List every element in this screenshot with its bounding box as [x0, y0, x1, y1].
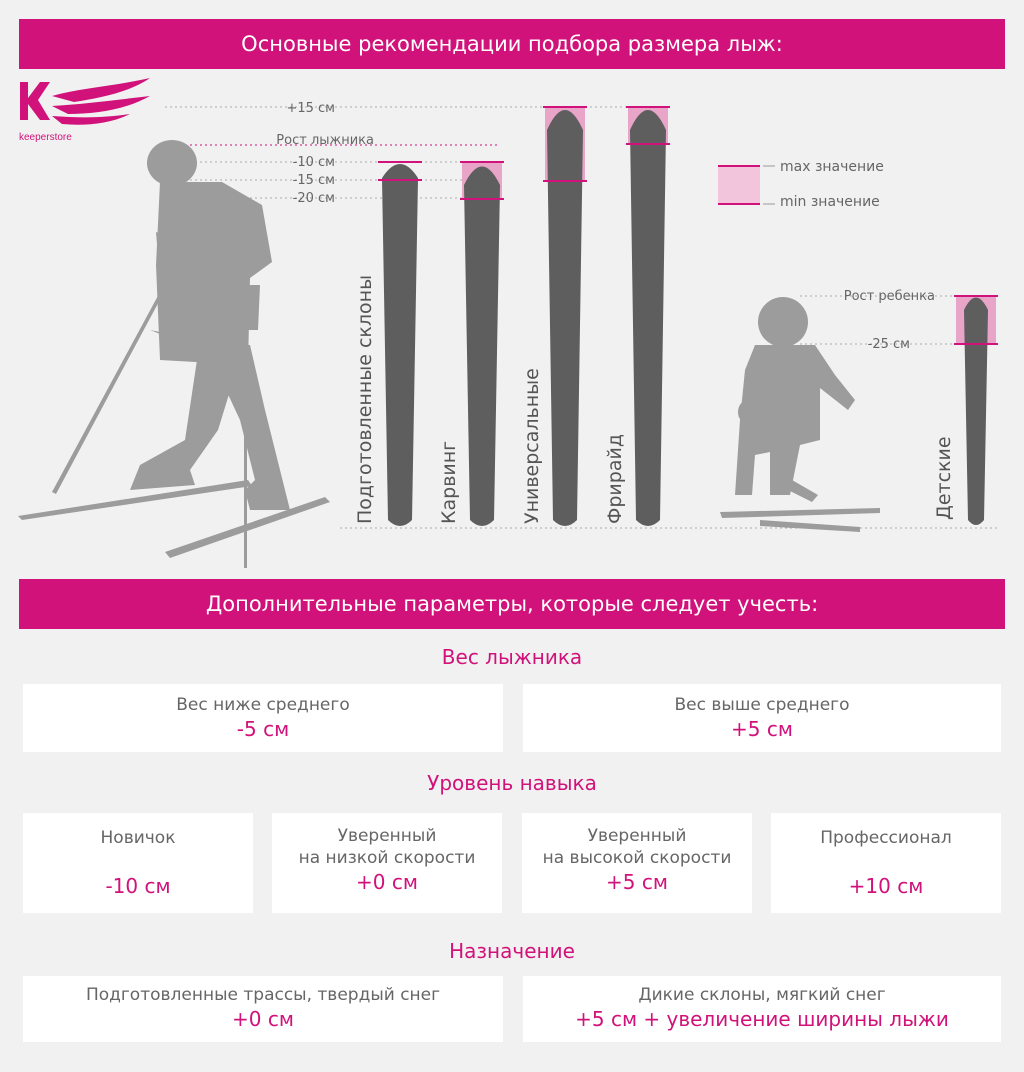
skill-section-title: Уровень навыка — [427, 771, 597, 795]
params-banner — [19, 579, 1005, 629]
skill-low-speed-value: +0 см — [356, 870, 418, 894]
ski-carving — [464, 167, 500, 527]
legend-range-swatch — [718, 166, 760, 204]
legend-min-label: min значение — [780, 194, 880, 210]
level-label-minus20: -20 см — [292, 191, 335, 206]
skill-high-speed-card — [522, 813, 752, 913]
skill-beginner-sub — [23, 849, 253, 871]
skill-high-speed-sub: на высокой скорости — [542, 848, 732, 868]
keeperstore-logo — [19, 78, 150, 143]
ski-label-freeride: Фрирайд — [604, 434, 626, 524]
weight-above-card — [523, 684, 1001, 752]
weight-section-title: Вес лыжника — [441, 645, 583, 669]
params-title: Дополнительные параметры, которые следует учесть: — [205, 592, 819, 616]
skill-beginner-value: -10 см — [105, 874, 171, 898]
skill-high-speed-value: +5 см — [606, 870, 668, 894]
page-title: Основные рекомендации подбора размера лыж: — [241, 32, 783, 56]
purpose-groomed-label: Подготовленные трассы, твердый снег — [85, 985, 441, 1005]
weight-below-value: -5 см — [236, 717, 290, 741]
level-label-minus15: -15 см — [292, 173, 335, 188]
ski-freeride — [630, 110, 666, 526]
purpose-section-title: Назначение — [449, 939, 575, 963]
ski-label-universal: Универсальные — [521, 368, 543, 524]
skill-low-speed-sub: на низкой скорости — [298, 848, 476, 868]
purpose-wild-value: +5 см + увеличение ширины лыжи — [575, 1007, 949, 1031]
skill-beginner-card — [23, 813, 253, 913]
ski-universal — [547, 110, 583, 526]
purpose-wild-label: Дикие склоны, мягкий снег — [638, 985, 886, 1005]
skill-pro-value: +10 см — [848, 874, 924, 898]
purpose-groomed-value: +0 см — [232, 1007, 294, 1031]
weight-below-label: Вес ниже среднего — [176, 695, 350, 715]
child-skier-silhouette — [720, 297, 880, 532]
ski-label-carving: Карвинг — [438, 440, 460, 524]
ski-kids — [964, 298, 988, 526]
ski-label-kids: Детские — [933, 436, 955, 520]
purpose-groomed-card — [23, 976, 503, 1042]
logo-text: keeperstore — [19, 132, 72, 143]
weight-below-card — [23, 684, 503, 752]
legend-max-label: max значение — [780, 159, 884, 175]
skis — [382, 107, 996, 526]
skill-beginner-label: Новичок — [100, 828, 176, 848]
weight-above-label: Вес выше среднего — [674, 695, 850, 715]
level-label-plus15: +15 см — [286, 101, 335, 116]
page-title-banner — [19, 19, 1005, 69]
weight-above-value: +5 см — [731, 717, 793, 741]
adult-skier-silhouette — [18, 140, 330, 568]
skill-pro-label: Профессионал — [820, 828, 952, 848]
ski-size-diagram — [0, 70, 1024, 575]
purpose-wild-card — [523, 976, 1001, 1042]
level-label-skier-height: Рост лыжника — [276, 133, 374, 148]
skill-low-speed-card — [272, 813, 502, 913]
legend — [718, 159, 884, 210]
ski-groomed — [382, 164, 418, 526]
skill-low-speed-label: Уверенный — [337, 826, 437, 846]
ski-label-groomed: Подготовленные склоны — [354, 274, 376, 524]
skill-pro-sub — [771, 849, 1001, 871]
skill-high-speed-label: Уверенный — [587, 826, 687, 846]
skill-pro-card — [771, 813, 1001, 913]
level-label-minus10: -10 см — [292, 155, 335, 170]
child-height-label: Рост ребенка — [843, 289, 935, 304]
child-minus25-label: -25 см — [867, 337, 910, 352]
